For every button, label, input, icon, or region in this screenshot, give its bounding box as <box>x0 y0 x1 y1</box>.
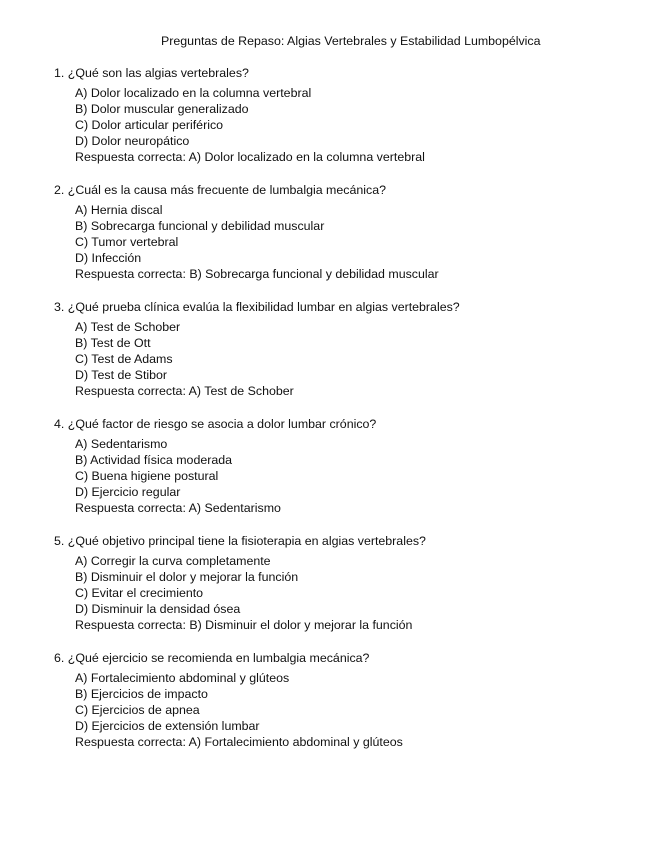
question-text: 4. ¿Qué factor de riesgo se asocia a dolor lumbar crónico? <box>54 416 377 431</box>
option-d: D) Ejercicio regular <box>75 485 181 500</box>
option-b: B) Ejercicios de impacto <box>75 686 208 701</box>
question-5 <box>54 533 644 633</box>
option-b: B) Actividad física moderada <box>75 453 233 467</box>
option-d: D) Infección <box>75 251 142 266</box>
correct-answer: Respuesta correcta: A) Sedentarismo <box>75 501 281 516</box>
document-title: Preguntas de Repaso: Algias Vertebrales y Estabilidad Lumbopélvica <box>161 34 541 48</box>
option-a: A) Fortalecimiento abdominal y glúteos <box>75 670 290 685</box>
correct-answer: Respuesta correcta: A) Dolor localizado en la columna vertebral <box>75 150 425 165</box>
option-a: A) Test de Schober <box>75 319 181 334</box>
question-text: 2. ¿Cuál es la causa más frecuente de lumbalgia mecánica? <box>54 182 386 197</box>
option-list <box>75 85 644 165</box>
option-b: B) Test de Ott <box>75 336 151 351</box>
question-text: 1. ¿Qué son las algias vertebrales? <box>54 66 249 80</box>
option-d: D) Test de Stibor <box>75 368 168 383</box>
option-b: B) Sobrecarga funcional y debilidad muscular <box>75 219 325 234</box>
question-3 <box>54 299 644 399</box>
option-list <box>75 553 644 633</box>
option-c: C) Buena higiene postural <box>75 469 219 484</box>
option-list <box>75 436 644 516</box>
question-4 <box>54 416 644 516</box>
option-list <box>75 670 644 750</box>
question-1 <box>54 65 644 165</box>
option-list <box>75 202 644 282</box>
option-d: D) Ejercicios de extensión lumbar <box>75 719 260 734</box>
question-list <box>54 65 644 767</box>
option-a: A) Corregir la curva completamente <box>75 553 271 568</box>
correct-answer: Respuesta correcta: B) Sobrecarga funcional y debilidad muscular <box>75 267 439 282</box>
option-c: C) Ejercicios de apnea <box>75 703 200 718</box>
option-c: C) Dolor articular periférico <box>75 118 224 133</box>
correct-answer: Respuesta correcta: A) Fortalecimiento abdominal y glúteos <box>75 735 403 750</box>
option-a: A) Dolor localizado en la columna vertebral <box>75 86 312 100</box>
option-b: B) Dolor muscular generalizado <box>75 102 249 117</box>
option-list <box>75 319 644 399</box>
correct-answer: Respuesta correcta: B) Disminuir el dolor y mejorar la función <box>75 618 413 633</box>
option-c: C) Tumor vertebral <box>75 235 179 250</box>
option-c: C) Test de Adams <box>75 352 173 367</box>
question-6 <box>54 650 644 750</box>
option-a: A) Sedentarismo <box>75 436 168 451</box>
option-d: D) Disminuir la densidad ósea <box>75 602 241 617</box>
question-text: 5. ¿Qué objetivo principal tiene la fisioterapia en algias vertebrales? <box>54 533 426 548</box>
correct-answer: Respuesta correcta: A) Test de Schober <box>75 384 294 399</box>
question-text: 3. ¿Qué prueba clínica evalúa la flexibilidad lumbar en algias vertebrales? <box>54 299 460 314</box>
option-d: D) Dolor neuropático <box>75 134 190 149</box>
option-a: A) Hernia discal <box>75 202 163 217</box>
question-text: 6. ¿Qué ejercicio se recomienda en lumbalgia mecánica? <box>54 650 370 665</box>
option-c: C) Evitar el crecimiento <box>75 586 204 601</box>
question-2 <box>54 182 644 282</box>
option-b: B) Disminuir el dolor y mejorar la función <box>75 569 299 584</box>
